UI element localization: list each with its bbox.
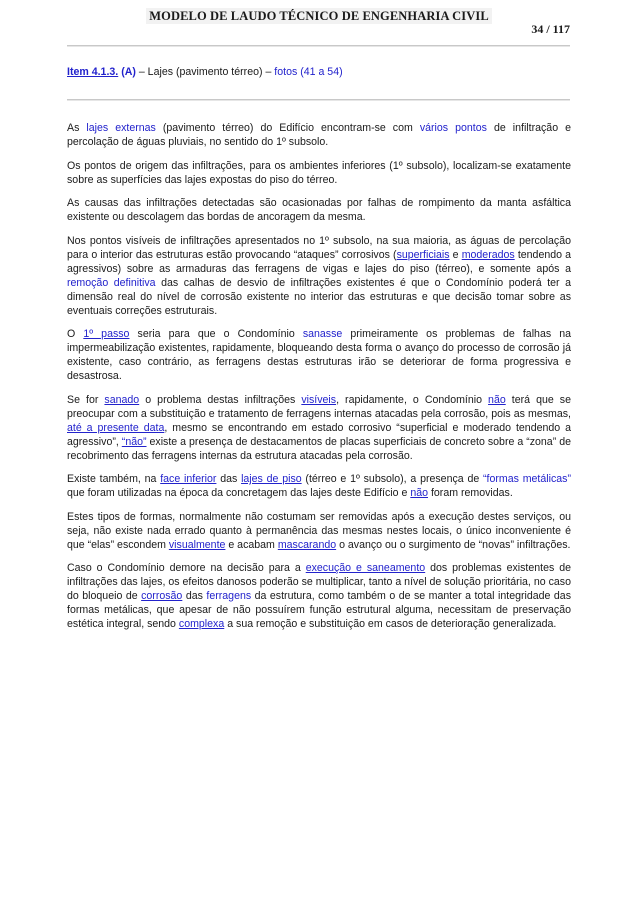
highlight-term: visíveis <box>301 393 337 406</box>
text-run: que foram utilizadas na época da concretagem das lajes deste Edifício e <box>67 487 411 499</box>
highlight-term: até a presente data <box>67 421 165 434</box>
document-title: MODELO DE LAUDO TÉCNICO DE ENGENHARIA CIVIL <box>146 8 492 24</box>
highlight-term: “formas metálicas” <box>483 473 571 485</box>
text-run: terá que se preocupar com a substituição e tratamento de ferragens internas atacadas pela corrosão, pois as mesmas, <box>67 393 571 420</box>
paragraph-4 <box>67 234 571 318</box>
highlight-term: face inferior <box>160 473 217 485</box>
text-run: das <box>216 473 242 485</box>
text-run: a sua remoção e substituição em casos de deterioração generalizada. <box>224 618 557 630</box>
highlight-term: lajes de piso <box>241 473 302 485</box>
highlight-term: 1º passo <box>83 328 130 340</box>
highlight-term: vários pontos <box>419 122 487 134</box>
paragraph-9 <box>67 561 571 631</box>
text-run: Se for <box>67 393 105 406</box>
text-run: existe a presença de destacamentos de placas superficiais de concreto sobre a “zona” de recobrimento das ferragens internas da estrutura atacadas pela corrosão. <box>67 435 571 462</box>
text-run: o problema destas infiltrações <box>139 393 302 406</box>
text-run: das <box>182 590 207 602</box>
page-number: 34 / 117 <box>531 22 570 36</box>
highlight-term: não <box>488 393 506 406</box>
text-run: (térreo e 1º subsolo), a presença de <box>301 473 484 485</box>
highlight-term: ferragens <box>206 590 252 602</box>
text-run: dos problemas existentes de infiltrações das lajes, os efeitos danosos poderão se multiplicar, tanto a nível de solução prioritária, no caso do bloqueio de <box>67 562 572 602</box>
text-run: Caso o Condomínio demore na decisão para a <box>67 562 306 574</box>
section-divider <box>67 99 570 101</box>
text-run: Existe também, na <box>67 473 161 485</box>
highlight-term: visualmente <box>168 538 226 551</box>
text-run: tendendo a agressivos) sobre as armaduras das ferragens de vigas e lajes do piso (térreo), e somente após a <box>67 248 572 275</box>
text-run: O <box>67 328 84 340</box>
item-letter: (A) <box>121 66 136 78</box>
highlight-term: complexa <box>178 618 225 630</box>
text-run: seria para que o Condomínio <box>129 328 303 340</box>
highlight-term: não <box>410 487 429 499</box>
paragraph-8 <box>67 510 571 552</box>
paragraph-2: Os pontos de origem das infiltrações, para os ambientes inferiores (1º subsolo), localizam-se exatamente sobre as superfícies das lajes expostas do piso do térreo. <box>67 159 571 186</box>
text-run: e acabam <box>225 538 278 551</box>
paragraph-6 <box>67 393 571 463</box>
text-run: foram removidas. <box>428 487 513 499</box>
text-run: de infiltração e percolação de águas pluviais, no sentido do 1º subsolo. <box>67 122 571 148</box>
header-divider <box>67 45 570 47</box>
text-run: e <box>449 248 462 261</box>
text-run: Nos pontos visíveis de infiltrações apresentados no 1º subsolo, na sua maioria, as águas de percolação para o interior das estruturas estão provocando “ataques” corrosivos ( <box>67 234 571 261</box>
text-run: o avanço ou o surgimento de “novas” infiltrações. <box>336 538 571 551</box>
item-photos-reference: fotos (41 a 54) <box>274 66 343 78</box>
text-run: As <box>67 122 87 134</box>
text-run: da estrutura, como também o de se manter a total integridade das formas metálicas, que apesar de não possuírem função estrutural alguma, necessitam de preservação estética integral, sendo <box>67 590 571 630</box>
highlight-term: “não” <box>121 435 147 448</box>
paragraph-5 <box>67 327 571 383</box>
highlight-term: sanado <box>104 393 140 406</box>
item-description: – Lajes (pavimento térreo) – <box>135 66 275 78</box>
section-heading <box>67 66 343 78</box>
highlight-term: sanasse <box>302 328 343 340</box>
highlight-term: corrosão <box>141 590 183 602</box>
text-run: , rapidamente, o Condomínio <box>336 393 489 406</box>
highlight-term: lajes externas <box>86 122 156 134</box>
paragraph-1 <box>67 121 571 149</box>
text-run: das calhas de desvio de infiltrações existentes é que o Condomínio poderá ter a dimensão real do nível de corrosão existente no interior das estruturas e que decisão tomar sobre as eventuais correções estruturais. <box>67 276 571 317</box>
highlight-term: remoção definitiva <box>67 276 156 289</box>
highlight-term: superficiais <box>396 248 450 261</box>
text-run: (pavimento térreo) do Edifício encontram-se com <box>155 122 420 134</box>
item-label: Item 4.1.3. <box>67 66 119 78</box>
paragraph-3: As causas das infiltrações detectadas são ocasionadas por falhas de rompimento da manta asfáltica existente ou descolagem das bordas de ancoragem da mesma. <box>67 197 571 223</box>
text-run: Estes tipos de formas, normalmente não costumam ser removidas após a execução destes serviços, ou seja, não existe nada errado quanto à permanência das mesmas nestes locais, o único inconveniente é que “elas” escondem <box>67 510 571 551</box>
text-run: , mesmo se encontrando em estado corrosivo “superficial e moderado tendendo a agressivo”, <box>67 421 572 448</box>
highlight-term: moderados <box>461 248 515 261</box>
paragraph-7 <box>67 472 571 500</box>
text-run: primeiramente os problemas de falhas na impermeabilização existentes, rapidamente, bloqueando desta forma o avanço do processo de corrosão já existente, caso contrário, as ferragens destas estruturas irão se deteriorar de forma progressiva e desastrosa. <box>67 328 571 382</box>
highlight-term: execução e saneamento <box>305 562 426 574</box>
highlight-term: mascarando <box>277 538 337 551</box>
document-body <box>67 121 571 641</box>
